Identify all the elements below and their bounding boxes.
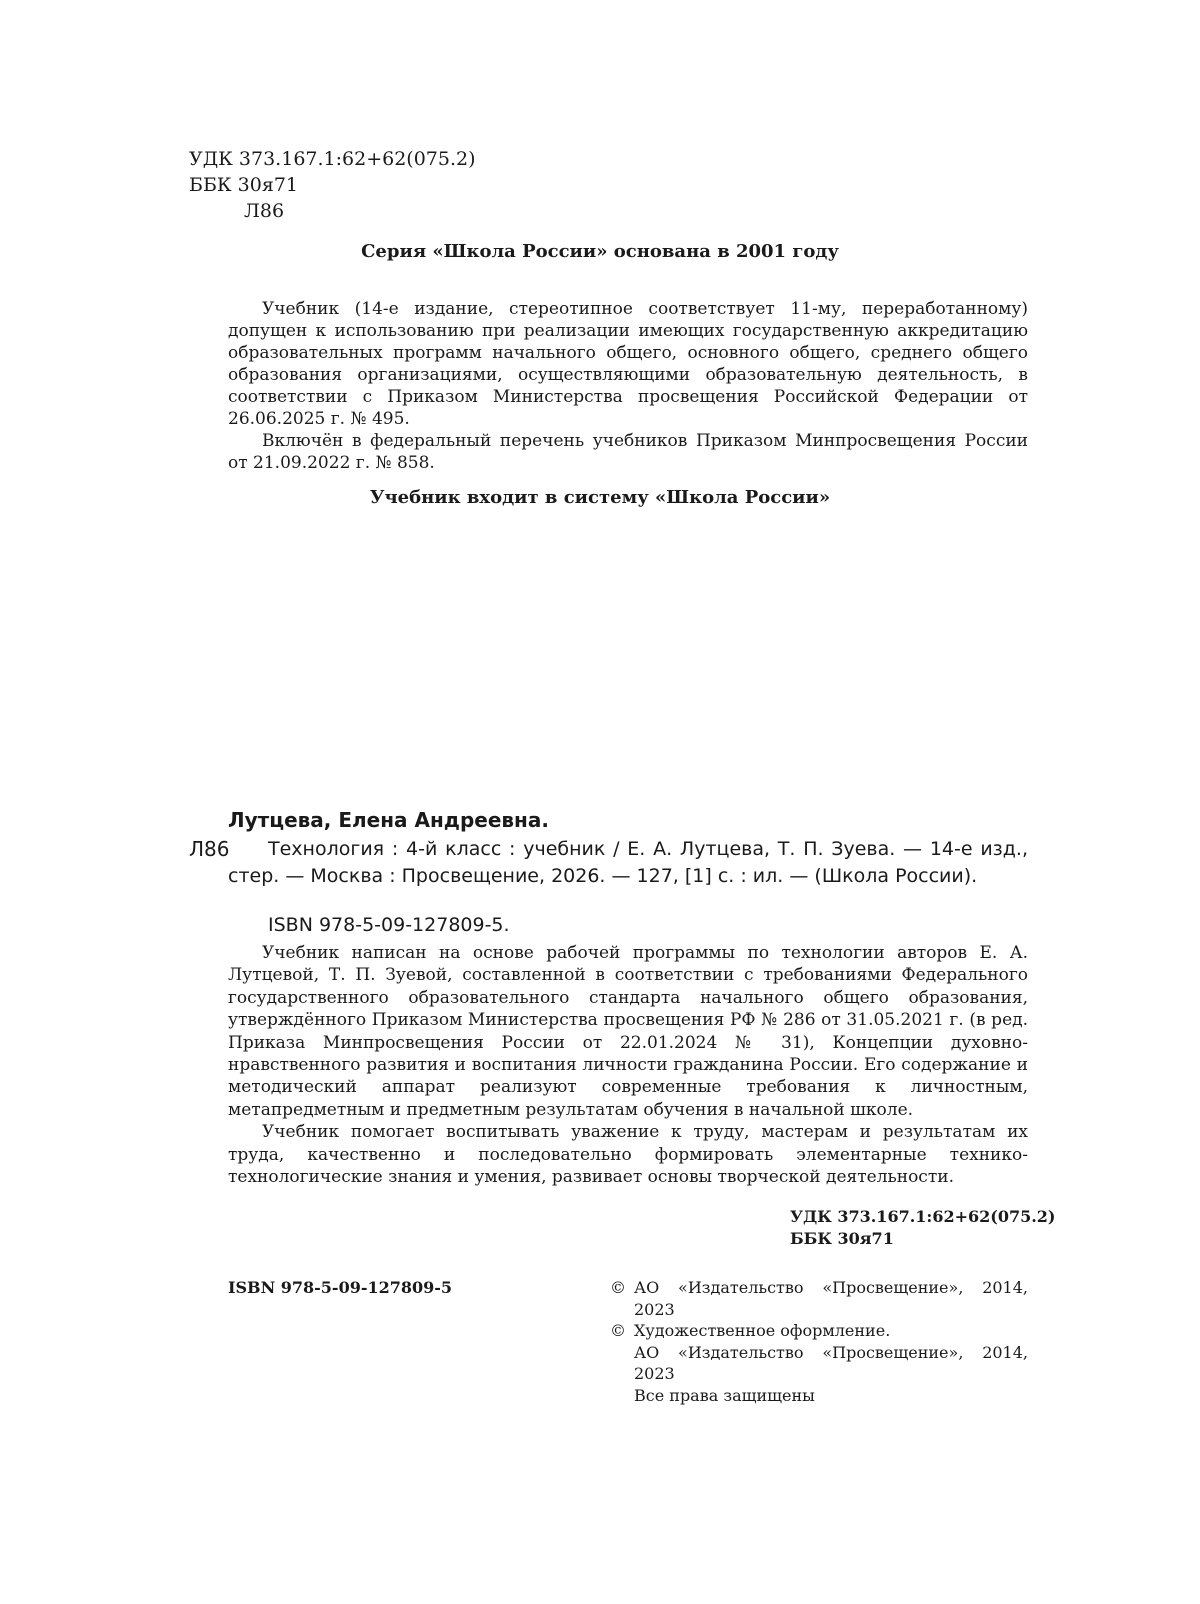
footer-isbn: ISBN 978-5-09-127809-5 — [228, 1278, 453, 1297]
card-bbk: ББК 30я71 — [790, 1229, 894, 1248]
author-mark: Л86 — [244, 200, 285, 222]
card-isbn: ISBN 978-5-09-127809-5. — [268, 914, 510, 936]
header-classification — [189, 146, 476, 224]
card-classification — [790, 1206, 1056, 1250]
federal-list-paragraph: Включён в федеральный перечень учебников Приказом Минпросвещения России от 21.09.2022 г. № 858. — [228, 431, 1028, 473]
copyright-icon: © — [610, 1321, 626, 1340]
card-annotation — [228, 942, 1028, 1188]
copyright-design: Художественное оформление. — [634, 1321, 891, 1340]
udk-code: УДК 373.167.1:62+62(075.2) — [189, 148, 476, 170]
card-description: Технология : 4-й класс : учебник / Е. А. Лутцева, Т. П. Зуева. — 14-е изд., стер. — Москва : Просвещение, 2026. — 127, [1] с. : ил. — (Школа России). — [228, 838, 1028, 887]
series-note: Серия «Школа России» основана в 2001 году — [361, 241, 839, 262]
copyright-block — [610, 1277, 1028, 1406]
card-udk: УДК 373.167.1:62+62(075.2) — [790, 1207, 1056, 1226]
card-author: Лутцева, Елена Андреевна. — [228, 808, 549, 832]
approval-notice — [228, 298, 1028, 474]
bbk-code: ББК 30я71 — [189, 174, 299, 196]
approval-paragraph: Учебник (14-е издание, стереотипное соответствует 11-му, переработанному) допущен к использованию при реализации имеющих государственную аккредитацию образовательных программ начального общего, основного общего, среднего общего образования организациями, осуществляющими образовательную деятельность, в соответствии с Приказом Министерства просвещения Российской Федерации от 26.06.2025 г. № 495. — [228, 299, 1028, 429]
copyright-icon: © — [610, 1278, 626, 1297]
card-author-mark: Л86 — [189, 837, 230, 861]
copyright-design-publisher: АО «Издательство «Просвещение», 2014, 2023 — [634, 1342, 1028, 1383]
annotation-paragraph: Учебник написан на основе рабочей программы по технологии авторов Е. А. Лутцевой, Т. П. Зуевой, составленной в соответствии с требованиями Федерального государственного образовательного стандарта начального общего образования, утверждённого Приказом Министерства просвещения РФ № 286 от 31.05.2021 г. (в ред. Приказа Минпросвещения России от 22.01.2024 № 31), Концепции духовно-нравственного развития и воспитания личности гражданина России. Его содержание и методический аппарат реализуют современные требования к личностным, метапредметным и предметным результатам обучения в начальной школе. — [228, 943, 1028, 1120]
copyright-publisher: АО «Издательство «Просвещение», 2014, 2023 — [634, 1278, 1028, 1319]
annotation-paragraph: Учебник помогает воспитывать уважение к труду, мастерам и результатам их труда, качественно и последовательно формировать элементарные технико-технологические знания и умения, развивает основы творческой деятельности. — [228, 1122, 1028, 1188]
system-note: Учебник входит в систему «Школа России» — [369, 487, 831, 508]
rights-reserved: Все права защищены — [634, 1385, 815, 1405]
